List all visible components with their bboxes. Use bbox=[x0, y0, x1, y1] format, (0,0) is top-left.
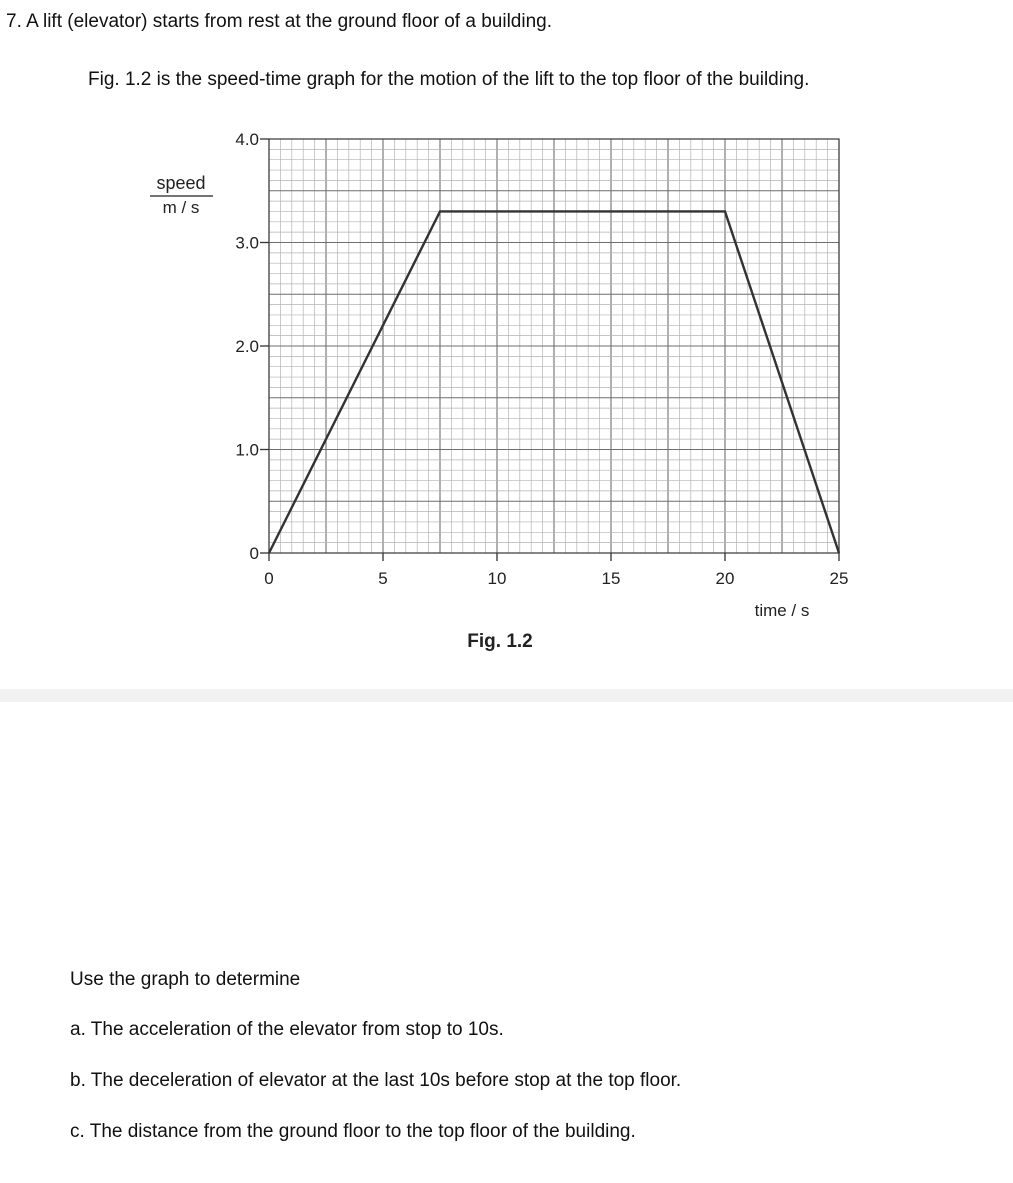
y-tick-label: 1.0 bbox=[235, 440, 259, 460]
task-a: a. The acceleration of the elevator from stop to 10s. bbox=[70, 1019, 504, 1040]
question-title: 7. A lift (elevator) starts from rest at the ground floor of a building. bbox=[6, 11, 552, 32]
x-axis-label: time / s bbox=[754, 601, 810, 620]
graph-labels bbox=[150, 130, 848, 652]
task-b: b. The deceleration of elevator at the last 10s before stop at the top floor. bbox=[70, 1070, 682, 1091]
instruction-text: Use the graph to determine bbox=[70, 969, 301, 990]
y-tick-label: 2.0 bbox=[235, 337, 259, 356]
y-axis-label-bottom: m / s bbox=[162, 198, 200, 217]
x-tick-label: 0 bbox=[264, 569, 274, 588]
x-tick-label: 25 bbox=[829, 569, 849, 588]
question-intro: Fig. 1.2 is the speed-time graph for the motion of the lift to the top floor of the building. bbox=[88, 69, 810, 90]
x-tick-label: 20 bbox=[715, 569, 735, 588]
x-tick-label: 15 bbox=[601, 569, 621, 588]
graph-axes bbox=[260, 139, 839, 561]
speed-time-graph bbox=[0, 110, 1013, 670]
y-tick-label: 3.0 bbox=[235, 233, 259, 253]
x-tick-label: 10 bbox=[487, 569, 507, 588]
task-c: c. The distance from the ground floor to the top floor of the building. bbox=[70, 1121, 636, 1142]
y-tick-label: 0 bbox=[249, 544, 259, 563]
figure-caption: Fig. 1.2 bbox=[467, 631, 533, 652]
section-divider bbox=[0, 689, 1013, 702]
y-axis-label-top: speed bbox=[156, 173, 206, 193]
y-tick-label: 4.0 bbox=[235, 130, 259, 149]
graph-grid bbox=[269, 139, 839, 553]
x-tick-label: 5 bbox=[378, 569, 388, 588]
